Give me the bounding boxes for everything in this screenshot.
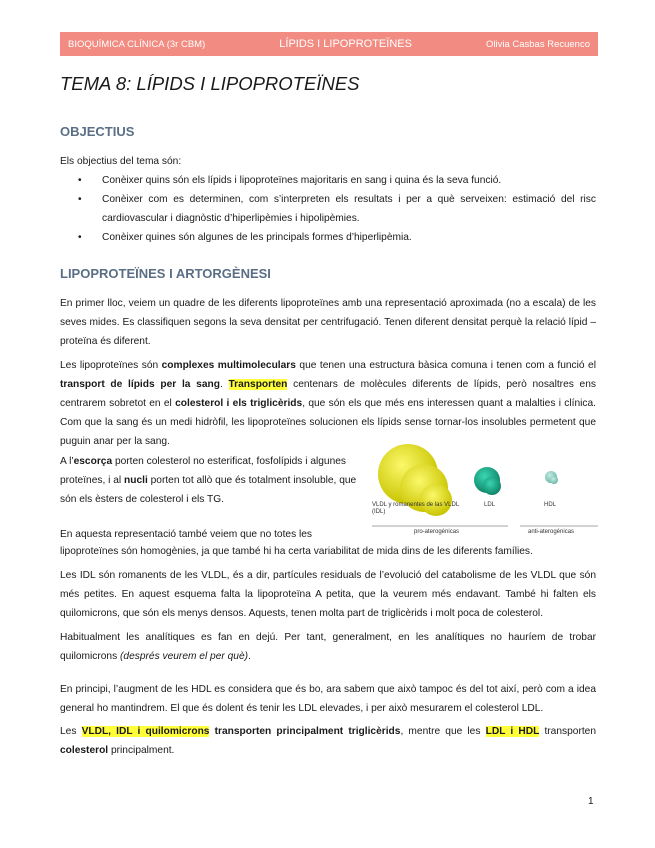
page-header bbox=[60, 32, 598, 56]
figure-label-vldl: VLDL y romanentes de las VLDL (IDL) bbox=[372, 502, 459, 515]
header-course: BIOQUÍMICA CLÍNICA (3r CBM) bbox=[68, 38, 206, 50]
lipoprotein-size-figure bbox=[370, 440, 600, 545]
highlight: LDL i HDL bbox=[485, 726, 540, 737]
hdl-particle-small bbox=[550, 476, 558, 484]
heading-objectius: OBJECTIUS bbox=[60, 124, 135, 139]
paragraph-hdl-ldl: En principi, l’augment de les HDL es considera que és bo, ara sabem que això tampoc és del tot així, però com a idea general ho mantindrem. El que és dolent és tenir les LDL elevades, i per això mesurarem el colesterol LDL. bbox=[60, 684, 596, 714]
ldl-particle-small bbox=[483, 477, 501, 495]
paragraph-transport: Les lipoproteïnes són complexes multimoleculars que tenen una estructura bàsica comuna i tenen com a funció el transport de lípids per la sang. Transporten centenars de molècules diferents de lípids, però nosaltres ens centrarem sobretot en el colesterol i els triglicèrids, que són els que més ens interessen quant a malalties i clínica. Com que la sang és un medi hidròfil, les lipoproteïnes solucionen els lípids sense tornar-los insolubles permetent que puguin anar per la sang. bbox=[60, 360, 596, 447]
figure-label-hdl: HDL bbox=[544, 502, 557, 508]
paragraph-idl: Les IDL són romanents de les VLDL, és a dir, partícules residuals de l’evolució del catabolisme de les VLDL que són més petites. En aquest esquema falta la lipoproteïna A petita, que la veurem més endavant. També hi falten els quilomicrons, que són els menys densos. Aquests, tenen molta part de triglicèrids i molt poca de colesterol. bbox=[60, 570, 596, 619]
header-author: Olivia Casbas Recuenco bbox=[485, 38, 590, 50]
figure-label-ldl: LDL bbox=[484, 502, 496, 508]
objective-item: • Conèixer quines són algunes de les principals formes d’hiperlipèmia. bbox=[78, 228, 596, 247]
highlight: Transporten bbox=[228, 379, 288, 390]
bullet-icon: • bbox=[78, 194, 82, 205]
paragraph-summary: Les VLDL, IDL i quilomicrons transporten principalment triglicèrids, mentre que les LDL i HDL transporten colesterol principalment. bbox=[60, 726, 596, 756]
highlight: VLDL, IDL i quilomicrons bbox=[81, 726, 210, 737]
header-topic: LÍPIDS I LIPOPROTEÏNES bbox=[279, 38, 412, 50]
bullet-icon: • bbox=[78, 175, 82, 186]
paragraph-variability-end: lipoproteïnes són homogènies, ja que també hi ha certa variabilitat de mida dins de les diferents famílies. bbox=[60, 546, 533, 557]
paragraph-intro: En primer lloc, veiem un quadre de les diferents lipoproteïnes amb una representació aproximada (no a escala) de les seves mides. Es classifiquen segons la seva densitat per centrifugació. Tenen diferent densitat perquè la relació lípid – proteïna és diferent. bbox=[60, 298, 596, 347]
paragraph-variability-start: En aquesta representació també veiem que no totes les bbox=[60, 529, 313, 540]
paragraph-fasting: Habitualment les analítiques es fan en dejú. Per tant, generalment, en les analítiques no hauríem de trobar quilomicrons (després veurem el per què). bbox=[60, 632, 596, 662]
objective-item: • Conèixer com es determinen, com s’interpreten els resultats i per a què serveixen: estimació del risc cardiovascular i diagnòstic d’hiperlipèmies i hipolipèmies. bbox=[78, 190, 596, 228]
figure-label-pro: pro-aterogénicas bbox=[414, 529, 460, 535]
paragraph-structure: A l’escorça porten colesterol no esterificat, fosfolípids i algunes proteïnes, i al nucli porten tot allò que és totalment insoluble, que són els èsters de colesterol i els TG. bbox=[60, 456, 357, 505]
figure-label-anti: anti-aterogénicas bbox=[528, 529, 575, 535]
heading-lipoproteines: LIPOPROTEÏNES I ARTORGÈNESI bbox=[60, 266, 271, 281]
document-title: TEMA 8: LÍPIDS I LIPOPROTEÏNES bbox=[60, 73, 360, 94]
bullet-icon: • bbox=[78, 232, 82, 243]
objectius-intro: Els objectius del tema són: bbox=[60, 156, 182, 167]
objective-item: • Conèixer quins són els lípids i lipoproteïnes majoritaris en sang i quina és la seva funció. bbox=[78, 171, 596, 190]
page-number: 1 bbox=[588, 796, 594, 807]
